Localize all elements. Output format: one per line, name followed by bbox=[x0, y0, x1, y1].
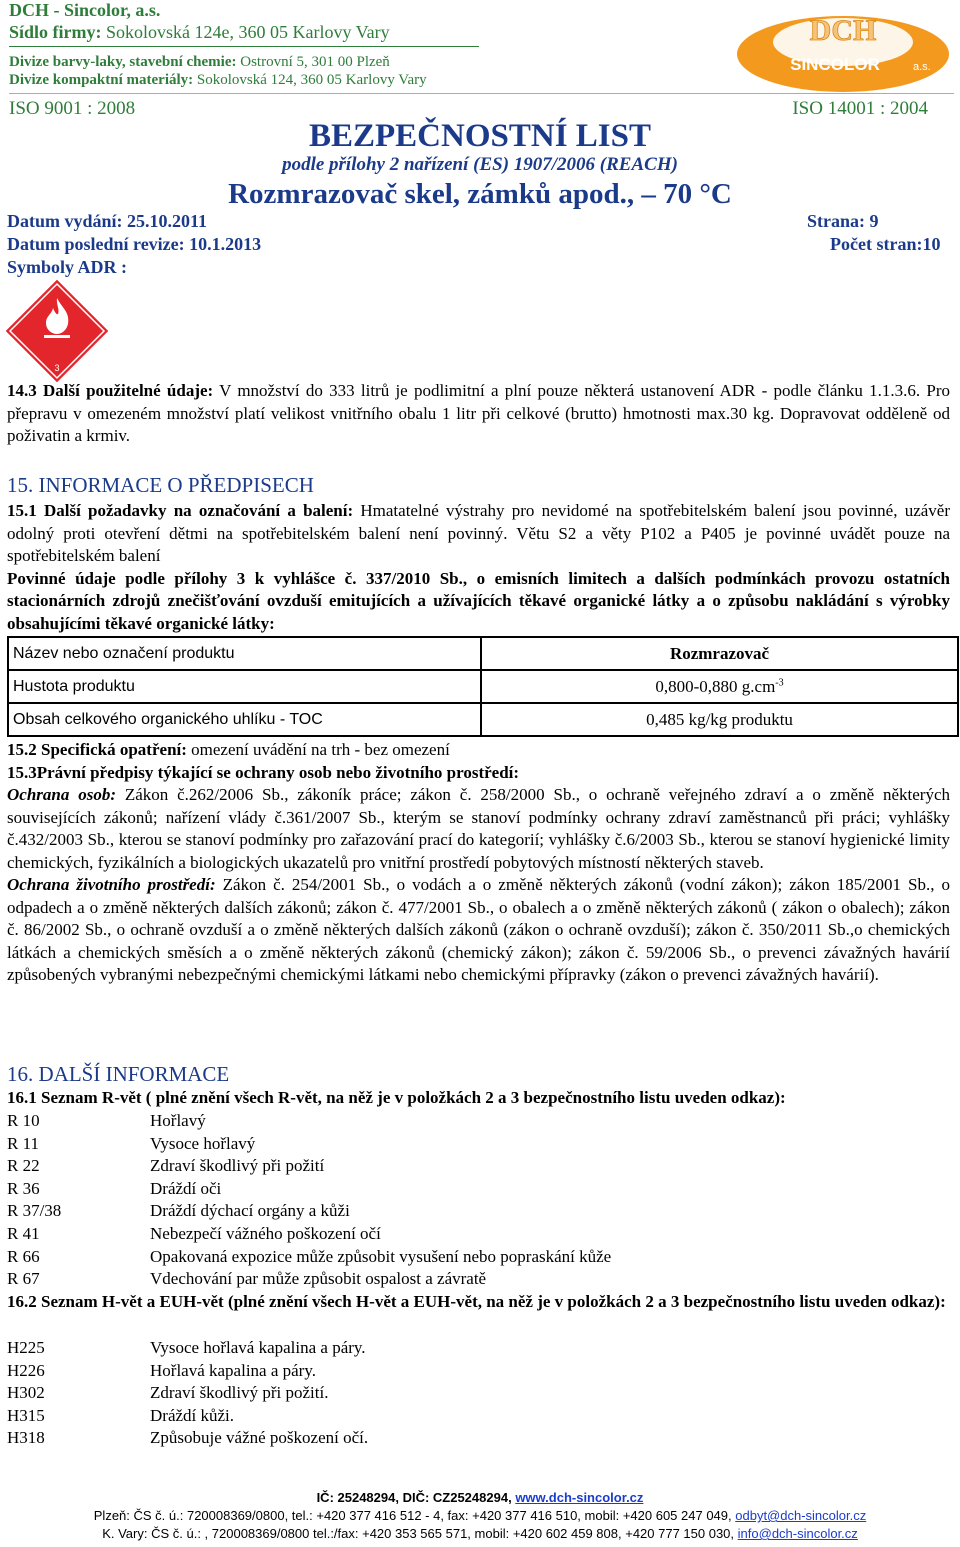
phrase-row bbox=[7, 1133, 947, 1155]
division-2 bbox=[9, 72, 427, 89]
phrase-text: Nebezpečí vážného poškození očí bbox=[150, 1224, 381, 1243]
density-exponent: -3 bbox=[775, 676, 784, 688]
phrase-text: Způsobuje vážné poškození očí. bbox=[150, 1428, 369, 1448]
section-15-2 bbox=[7, 739, 950, 987]
section-14-3-text: V množství do 333 litrů je podlimitní a plní pouze některá ustanovení ADR - podle článku 1.1.3.6. Pro přepravu v omezeném množství platí velikost vnitřního obalu 1 litr při celkové (brutto) hmotnosti max.30 kg. Dopravovat odděleně od poživatin a krmiv. bbox=[7, 381, 950, 445]
phrase-code: H318 bbox=[7, 1428, 45, 1448]
table-cell: Rozmrazovač bbox=[481, 637, 958, 670]
logo-suffix-text: a.s. bbox=[913, 61, 931, 73]
company-name: DCH - Sincolor, a.s. bbox=[9, 0, 161, 20]
page-label: Strana: bbox=[807, 211, 865, 231]
phrase-text: Zdraví škodlivý při požití bbox=[150, 1156, 325, 1176]
phrase-row bbox=[7, 1405, 947, 1427]
header-divider bbox=[9, 46, 479, 47]
footer-kvary bbox=[0, 1526, 960, 1541]
division-1-address: Ostrovní 5, 301 00 Plzeň bbox=[240, 54, 390, 70]
phrase-row bbox=[7, 1382, 947, 1404]
section-16-2-title: 16.2 Seznam H-vět a EUH-vět (plné znění všech H-vět a EUH-vět, na něž je v položkách 2 a 3 bezpečnostního listu uveden odkaz): bbox=[7, 1292, 946, 1311]
footer-ids-text: IČ: 25248294, DIČ: CZ25248294, bbox=[316, 1490, 512, 1505]
division-1 bbox=[9, 54, 390, 71]
section-15-2-label: 15.2 Specifická opatření: bbox=[7, 740, 187, 759]
phrase-row bbox=[7, 1223, 947, 1245]
phrase-text: Hořlavý bbox=[150, 1111, 206, 1130]
section-15-1-required-info: Povinné údaje podle přílohy 3 k vyhlášce č. 337/2010 Sb., o emisních limitech a dalších podmínkách provozu ostatních stacionárních zdrojů znečišťování ovzduší emitujících a užívajících těkavé organické látky a o způsobu nakládání s výrobky obsahujícími těkavé organické látky: bbox=[7, 568, 950, 633]
ochrana-osob-text: Zákon č.262/2006 Sb., zákoník práce; zákon č. 258/2000 Sb., o ochraně veřejného zdraví a o změně některých souvisejících zákonů; nařízení vlády č.361/2007 Sb., kterým se stanoví podmínky ochrany zdraví zaměstnanců při práci; vyhlášky č.432/2003 Sb., kterou se stanoví podmínky pro zařazování prací do kategorií; vyhlášky č.6/2003 Sb., kterou se stanoví hygienické limity chemických, fyzikálních a biologických ukazatelů pro vnitřní prostředí pobytových místností některých staveb. bbox=[7, 785, 950, 872]
division-1-label: Divize barvy-laky, stavební chemie: bbox=[9, 54, 237, 70]
page-count-line bbox=[830, 234, 940, 255]
phrase-text: Vdechování par může způsobit ospalost a závratě bbox=[150, 1269, 487, 1289]
phrase-text: Hořlavá kapalina a páry. bbox=[150, 1360, 316, 1380]
phrase-code: H315 bbox=[7, 1405, 45, 1425]
issue-date: 25.10.2011 bbox=[127, 211, 208, 231]
company-seat bbox=[9, 21, 390, 43]
phrase-code: R 37/38 bbox=[7, 1201, 62, 1221]
phrase-row bbox=[7, 1110, 947, 1132]
phrase-code: R 36 bbox=[7, 1178, 40, 1198]
table-cell bbox=[481, 670, 958, 703]
flammable-hazard-icon bbox=[4, 278, 110, 384]
footer-plzen bbox=[0, 1508, 960, 1523]
table-cell: 0,485 kg/kg produktu bbox=[481, 703, 958, 736]
revision-line bbox=[7, 234, 261, 255]
issue-label: Datum vydání: bbox=[7, 211, 123, 231]
phrase-code: H226 bbox=[7, 1360, 45, 1380]
page-number-line bbox=[807, 211, 879, 232]
table-cell: Hustota produktu bbox=[8, 670, 481, 703]
table-row bbox=[8, 637, 958, 670]
page-count: 10 bbox=[922, 234, 941, 254]
phrase-row bbox=[7, 1155, 947, 1177]
footer-kvary-text: K. Vary: ČS č. ú.: , 720008369/0800 tel.:/fax: +420 353 565 571, mobil: +420 602 459 808, +420 777 150 030, bbox=[102, 1526, 735, 1541]
phrase-row bbox=[7, 1268, 947, 1290]
density-value: 0,800-0,880 g.cm bbox=[655, 676, 776, 696]
table-cell: Název nebo označení produktu bbox=[8, 637, 481, 670]
phrase-text: Dráždí oči bbox=[150, 1178, 222, 1198]
division-2-address: Sokolovská 124, 360 05 Karlovy Vary bbox=[196, 72, 427, 88]
phrase-code: R 10 bbox=[7, 1111, 40, 1130]
section-15-3-label: 15.3Právní předpisy týkající se ochrany osob nebo životního prostředí: bbox=[7, 762, 520, 782]
logo-sincolor-text: SINCOLOR bbox=[790, 55, 880, 74]
seat-address: Sokolovská 124e, 360 05 Karlovy Vary bbox=[106, 22, 390, 42]
logo-dch-text: DCH bbox=[809, 14, 877, 47]
section-15-heading: 15. INFORMACE O PŘEDPISECH bbox=[7, 473, 314, 497]
section-14-3-label: 14.3 Další použitelné údaje: bbox=[7, 381, 214, 400]
page-number: 9 bbox=[869, 211, 879, 231]
phrase-code: R 66 bbox=[7, 1246, 40, 1266]
table-row bbox=[8, 703, 958, 736]
info-email-link[interactable]: info@dch-sincolor.cz bbox=[737, 1526, 858, 1541]
ochrana-zp-label: Ochrana životního prostředí: bbox=[7, 875, 216, 894]
iso-14001: ISO 14001 : 2004 bbox=[792, 98, 928, 119]
phrase-code: H302 bbox=[7, 1383, 45, 1403]
sales-email-link[interactable]: odbyt@dch-sincolor.cz bbox=[735, 1508, 867, 1523]
document-title: BEZPEČNOSTNÍ LIST bbox=[308, 118, 652, 154]
section-16-2-label bbox=[7, 1291, 950, 1314]
footer-ids bbox=[0, 1490, 960, 1505]
page-count-label: Počet stran: bbox=[830, 234, 923, 254]
section-15-1-text: Hmatatelné výstrahy pro nevidomé na spotřebitelském balení jsou povinné, uzávěr odolný proti otevření dětmi na spotřebitelském balení není povinný. Větu S2 a věty P102 a P405 je povinné uvádět pouze na spotřebitelském balení bbox=[7, 501, 950, 565]
phrase-row bbox=[7, 1200, 947, 1222]
website-link[interactable]: www.dch-sincolor.cz bbox=[515, 1490, 644, 1505]
phrase-row bbox=[7, 1360, 947, 1382]
section-16-1-title: 16.1 Seznam R-vět ( plné znění všech R-vět, na něž je v položkách 2 a 3 bezpečnostního listu uveden odkaz): bbox=[7, 1088, 786, 1107]
adr-class-number: 3 bbox=[54, 363, 60, 373]
adr-symbols-label: Symboly ADR : bbox=[7, 257, 128, 277]
phrase-code: R 67 bbox=[7, 1269, 40, 1289]
phrase-text: Opakovaná expozice může způsobit vysušení nebo popraskání kůže bbox=[150, 1246, 612, 1266]
issue-date-line bbox=[7, 211, 207, 232]
ochrana-zp-text: Zákon č. 254/2001 Sb., o vodách a o změně některých zákonů (vodní zákon); zákon 185/2001 Sb., o odpadech a o změně některých dalších zákonů; zákon č. 477/2001 Sb., o obalech a o změně některých zákonů ( zákon o obalech); zákon č. 86/2002 Sb., o ochraně ovzduší a o změně některých dalších zákonů (zákon o ochraně ovzduší); zákon č. 350/2011 Sb.,o chemických látkách a chemických směsích a o změně některých zákonů (chemický zákon); zákon č. 59/2006 Sb., o prevenci závažných havárií způsobených vybranými nebezpečnými chemickými látkami nebo chemickými přípravky (zákon o prevenci závažných havárií). bbox=[7, 875, 951, 984]
seat-label: Sídlo firmy: bbox=[9, 22, 102, 42]
phrase-row bbox=[7, 1337, 947, 1359]
voc-table bbox=[7, 636, 959, 737]
document-subtitle: podle přílohy 2 nařízení (ES) 1907/2006 (REACH) bbox=[282, 154, 678, 175]
dch-sincolor-logo bbox=[735, 6, 950, 94]
section-15-1-label: 15.1 Další požadavky na označování a balení: bbox=[7, 501, 354, 520]
phrase-code: R 22 bbox=[7, 1156, 40, 1176]
revision-label: Datum poslední revize: bbox=[7, 234, 185, 254]
table-cell: Obsah celkového organického uhlíku - TOC bbox=[8, 703, 481, 736]
division-2-label: Divize kompaktní materiály: bbox=[9, 72, 194, 88]
phrase-row bbox=[7, 1178, 947, 1200]
table-row bbox=[8, 670, 958, 703]
footer-plzen-text: Plzeň: ČS č. ú.: 720008369/0800, tel.: +420 377 416 512 - 4, fax: +420 377 416 510, mobil: +420 605 247 049, bbox=[93, 1508, 732, 1523]
phrase-text: Zdraví škodlivý při požití. bbox=[150, 1383, 329, 1403]
section-16-1-label bbox=[7, 1087, 950, 1110]
section-15-2-text: omezení uvádění na trh - bez omezení bbox=[186, 740, 450, 759]
phrase-code: R 11 bbox=[7, 1133, 39, 1153]
phrase-text: Vysoce hořlavá kapalina a páry. bbox=[150, 1338, 366, 1357]
phrase-text: Vysoce hořlavý bbox=[150, 1133, 256, 1153]
section-15-1 bbox=[7, 500, 950, 635]
phrase-row bbox=[7, 1246, 947, 1268]
phrase-code: H225 bbox=[7, 1338, 45, 1357]
phrase-row bbox=[7, 1427, 947, 1449]
phrase-text: Dráždí kůži. bbox=[150, 1405, 235, 1425]
phrase-code: R 41 bbox=[7, 1224, 40, 1243]
phrase-text: Dráždí dýchací orgány a kůži bbox=[150, 1201, 350, 1221]
product-name: Rozmrazovač skel, zámků apod., – 70 °C bbox=[228, 178, 732, 210]
section-16-heading: 16. DALŠÍ INFORMACE bbox=[7, 1062, 230, 1086]
revision-date: 10.1.2013 bbox=[189, 234, 262, 254]
section-14-3 bbox=[7, 380, 950, 448]
ochrana-osob-label: Ochrana osob: bbox=[7, 785, 116, 804]
iso-9001: ISO 9001 : 2008 bbox=[9, 98, 136, 119]
